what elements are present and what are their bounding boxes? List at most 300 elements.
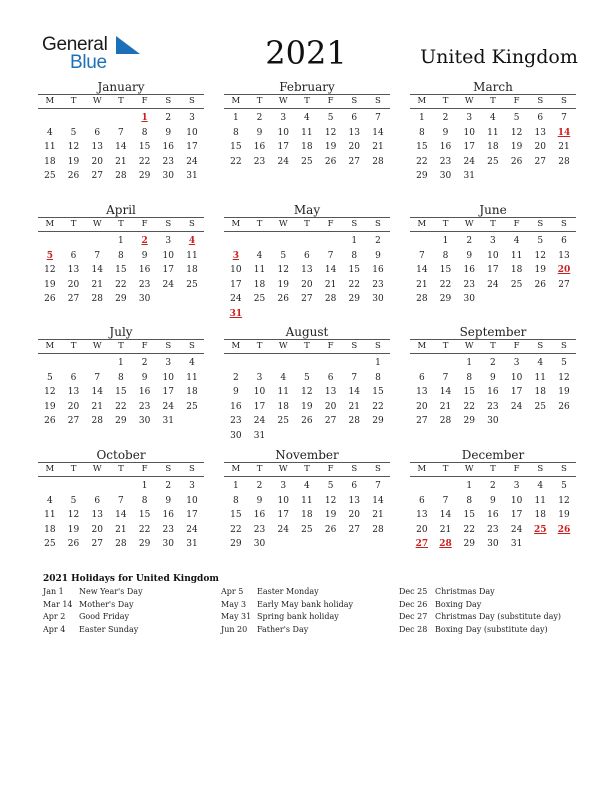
day-cell: 4 [537, 481, 544, 491]
holiday-name: Easter Monday [257, 587, 319, 596]
day-cell: 7 [351, 372, 358, 383]
weekday-label: W [464, 464, 474, 474]
weekday-label: S [537, 96, 544, 106]
empty-day [434, 479, 458, 494]
day-cell: 8 [351, 250, 358, 261]
day-cell: 11 [534, 495, 546, 506]
day-cell: 10 [162, 250, 174, 261]
day-cell: 22 [230, 156, 242, 167]
week-row [224, 292, 390, 307]
day-cell: 14 [91, 265, 103, 276]
day-cell: 13 [416, 387, 428, 398]
weekday-label: W [278, 464, 288, 474]
weekday-header [224, 217, 390, 232]
calendar-country: United Kingdom [420, 46, 578, 68]
day-cell: 11 [301, 495, 313, 506]
day-cell: 6 [327, 372, 334, 383]
weekday-label: S [561, 464, 567, 474]
day-cell: 26 [67, 171, 80, 182]
day-cell: 29 [416, 171, 428, 182]
week-row [410, 414, 576, 429]
week-row [410, 494, 576, 509]
day-cell: 3 [513, 358, 520, 368]
day-cell: 7 [418, 250, 425, 261]
day-cell: 16 [253, 510, 266, 521]
day-cell: 3 [189, 481, 195, 491]
day-cell: 5 [513, 113, 520, 123]
day-cell: 11 [487, 127, 499, 138]
week-row [410, 234, 576, 249]
day-cell: 29 [115, 294, 127, 305]
week-row [38, 169, 204, 184]
day-cell: 1 [232, 113, 239, 123]
empty-day [62, 111, 86, 126]
day-cell: 12 [534, 250, 546, 261]
day-cell: 30 [487, 416, 499, 427]
day-cell: 20 [301, 279, 313, 290]
holiday-item [221, 599, 399, 612]
day-cell: 28 [372, 524, 384, 535]
month-august [224, 325, 390, 444]
brand-logo [42, 34, 142, 78]
week-row [224, 126, 390, 141]
weekday-label: S [189, 464, 195, 474]
month-title: July [109, 325, 133, 339]
weekday-header [224, 339, 390, 354]
day-cell: 22 [439, 279, 452, 290]
day-cell: 13 [416, 510, 428, 521]
day-cell: 26 [510, 156, 523, 167]
day-cell: 5 [70, 495, 77, 506]
day-cell: 13 [301, 265, 313, 276]
week-row [410, 155, 576, 170]
weekday-label: F [141, 464, 148, 474]
day-cell: 18 [301, 142, 313, 153]
week-row [224, 278, 390, 293]
empty-day [271, 429, 295, 444]
day-cell: 24 [162, 401, 174, 412]
day-cell: 30 [162, 171, 174, 182]
day-cell: 25 [186, 279, 198, 290]
holiday-day: 3 [232, 250, 239, 261]
month-title: December [461, 448, 525, 462]
day-cell: 7 [442, 495, 449, 506]
day-cell: 15 [138, 510, 151, 521]
holiday-item [221, 611, 399, 624]
month-november [224, 448, 390, 552]
day-cell: 12 [44, 387, 56, 398]
empty-day [271, 307, 295, 322]
weekday-label: T [70, 96, 77, 106]
weekday-label: M [45, 341, 55, 351]
week-row [38, 155, 204, 170]
weekday-label: W [92, 464, 102, 474]
holiday-day: 27 [415, 539, 429, 550]
empty-day [342, 537, 366, 552]
empty-day [295, 307, 319, 322]
week-row [224, 356, 390, 371]
day-cell: 11 [186, 250, 198, 261]
day-cell: 14 [115, 142, 127, 153]
day-cell: 27 [348, 156, 360, 167]
day-cell: 8 [232, 127, 239, 138]
day-cell: 29 [230, 539, 242, 550]
day-cell: 2 [232, 372, 239, 383]
empty-day [552, 537, 576, 552]
day-cell: 27 [348, 524, 360, 535]
day-cell: 16 [372, 265, 384, 276]
weekday-label: W [92, 219, 102, 229]
weekday-header [38, 462, 204, 477]
holiday-day: 25 [534, 524, 547, 535]
empty-day [295, 234, 319, 249]
day-cell: 6 [94, 495, 101, 506]
empty-day [552, 169, 576, 184]
day-cell: 27 [91, 171, 103, 182]
day-cell: 28 [115, 171, 127, 182]
week-row [38, 494, 204, 509]
day-cell: 21 [324, 279, 337, 290]
day-cell: 19 [558, 387, 570, 398]
weekday-label: F [141, 341, 148, 351]
holiday-date: Apr 5 [221, 587, 244, 596]
week-row [38, 523, 204, 538]
day-cell: 2 [490, 358, 496, 368]
holiday-name: Early May bank holiday [257, 599, 354, 609]
day-cell: 24 [463, 156, 475, 167]
day-cell: 3 [466, 113, 473, 123]
day-cell: 13 [558, 250, 570, 261]
day-cell: 13 [348, 127, 360, 138]
day-cell: 5 [537, 236, 544, 246]
day-cell: 11 [534, 372, 546, 383]
logo-triangle-icon [114, 36, 140, 56]
day-cell: 9 [141, 372, 148, 383]
day-cell: 12 [324, 495, 337, 506]
holiday-day: 5 [46, 250, 53, 261]
weekday-label: T [256, 341, 263, 351]
day-cell: 12 [558, 372, 570, 383]
weekday-label: S [561, 96, 567, 106]
day-cell: 1 [351, 236, 358, 246]
weekday-label: T [70, 219, 77, 229]
empty-day [271, 537, 295, 552]
day-cell: 14 [348, 387, 360, 398]
day-cell: 7 [327, 250, 334, 261]
day-cell: 15 [115, 265, 127, 276]
day-cell: 16 [439, 142, 452, 153]
day-cell: 6 [418, 372, 425, 383]
holiday-name: Christmas Day (substitute day) [435, 612, 561, 621]
day-cell: 19 [301, 401, 313, 412]
day-cell: 7 [118, 495, 124, 506]
day-cell: 24 [186, 156, 198, 167]
day-cell: 29 [348, 294, 360, 305]
empty-day [528, 537, 552, 552]
empty-day [410, 356, 434, 371]
day-cell: 14 [324, 265, 337, 276]
week-row [224, 508, 390, 523]
weekday-label: M [45, 96, 55, 106]
holiday-day: 14 [557, 127, 571, 138]
weekday-label: S [189, 96, 195, 106]
day-cell: 1 [418, 113, 425, 123]
day-cell: 24 [510, 524, 523, 535]
weekday-label: M [45, 464, 55, 474]
empty-day [38, 111, 62, 126]
holiday-list-title: 2021 Holidays for United Kingdom [43, 574, 219, 584]
day-cell: 29 [115, 416, 127, 427]
weekday-label: F [327, 219, 334, 229]
day-cell: 19 [277, 279, 289, 290]
day-cell: 7 [94, 250, 101, 261]
holiday-day: 31 [229, 308, 243, 319]
day-cell: 9 [466, 250, 473, 261]
weekday-label: F [513, 341, 520, 351]
weekday-label: T [304, 341, 310, 351]
day-cell: 20 [91, 156, 103, 167]
day-cell: 16 [138, 387, 151, 398]
month-september [410, 325, 576, 429]
day-cell: 17 [230, 279, 242, 290]
day-cell: 8 [118, 372, 124, 383]
day-cell: 9 [256, 495, 263, 506]
weekday-label: T [304, 96, 310, 106]
day-cell: 13 [67, 265, 80, 276]
weekday-label: T [442, 219, 449, 229]
day-cell: 30 [230, 430, 242, 441]
day-cell: 26 [301, 416, 313, 427]
day-cell: 20 [67, 401, 80, 412]
weekday-label: S [165, 464, 172, 474]
weekday-label: T [118, 464, 124, 474]
day-cell: 8 [141, 127, 148, 138]
empty-day [224, 234, 248, 249]
weekday-header [410, 339, 576, 354]
month-title: January [97, 80, 145, 94]
day-cell: 14 [372, 127, 384, 138]
week-row [224, 414, 390, 429]
day-cell: 24 [162, 279, 174, 290]
day-cell: 28 [324, 294, 337, 305]
day-cell: 6 [70, 372, 77, 383]
holiday-name: Mother's Day [79, 599, 134, 609]
empty-day [271, 356, 295, 371]
day-cell: 26 [44, 416, 56, 427]
day-cell: 9 [490, 495, 496, 506]
day-cell: 25 [44, 539, 56, 550]
day-cell: 16 [463, 265, 475, 276]
day-cell: 24 [230, 294, 242, 305]
day-cell: 8 [141, 495, 148, 506]
day-cell: 3 [189, 113, 195, 123]
day-cell: 4 [304, 481, 310, 491]
week-row [38, 126, 204, 141]
week-row [224, 249, 390, 264]
day-cell: 2 [490, 481, 496, 491]
day-cell: 17 [162, 387, 174, 398]
empty-day [295, 429, 319, 444]
day-cell: 23 [463, 279, 475, 290]
holiday-day: 1 [141, 113, 148, 123]
day-cell: 8 [375, 372, 381, 383]
day-cell: 4 [537, 358, 544, 368]
holiday-date: Jan 1 [43, 587, 64, 596]
day-cell: 14 [372, 495, 384, 506]
weekday-label: S [351, 464, 358, 474]
holiday-name: Christmas Day [435, 587, 495, 596]
week-row [410, 169, 576, 184]
day-cell: 27 [416, 416, 428, 427]
day-cell: 17 [510, 387, 523, 398]
day-cell: 5 [70, 127, 77, 138]
empty-day [271, 234, 295, 249]
day-cell: 29 [372, 416, 384, 427]
day-cell: 4 [46, 495, 53, 506]
holiday-name: Spring bank holiday [257, 612, 339, 621]
week-row [224, 307, 390, 322]
day-cell: 5 [327, 113, 334, 123]
empty-day [342, 307, 366, 322]
holiday-item [221, 624, 399, 637]
empty-day [505, 414, 529, 429]
empty-day [528, 292, 552, 307]
day-cell: 14 [439, 510, 452, 521]
day-cell: 17 [253, 401, 266, 412]
day-cell: 14 [115, 510, 127, 521]
empty-day [481, 292, 505, 307]
month-december [410, 448, 576, 552]
weekday-label: S [537, 219, 544, 229]
holiday-date: Dec 28 [399, 624, 428, 634]
day-cell: 12 [510, 127, 523, 138]
month-february [224, 80, 390, 169]
week-row [224, 537, 390, 552]
holiday-name: Boxing Day [435, 599, 482, 609]
weekday-label: M [417, 464, 427, 474]
holiday-day: 20 [557, 265, 571, 276]
day-cell: 3 [256, 372, 263, 383]
day-cell: 31 [463, 171, 475, 182]
day-cell: 1 [375, 358, 381, 368]
day-cell: 9 [165, 495, 172, 506]
day-cell: 27 [301, 294, 313, 305]
month-title: June [479, 203, 507, 217]
day-cell: 12 [324, 127, 337, 138]
day-cell: 16 [138, 265, 151, 276]
holiday-item [399, 599, 577, 612]
weekday-label: T [118, 341, 124, 351]
day-cell: 10 [230, 265, 242, 276]
day-cell: 20 [416, 401, 428, 412]
day-cell: 16 [487, 387, 499, 398]
day-cell: 8 [118, 250, 124, 261]
holiday-day: 2 [141, 236, 148, 246]
day-cell: 26 [558, 401, 570, 412]
week-row [38, 479, 204, 494]
day-cell: 29 [138, 171, 151, 182]
day-cell: 17 [487, 265, 499, 276]
day-cell: 5 [280, 250, 287, 261]
holiday-day: 4 [188, 236, 196, 246]
weekday-label: M [231, 464, 241, 474]
empty-day [85, 479, 109, 494]
month-title: September [459, 325, 527, 339]
day-cell: 18 [44, 156, 56, 167]
day-cell: 2 [375, 236, 381, 246]
day-cell: 23 [162, 524, 174, 535]
calendar-year: 2021 [265, 34, 347, 72]
day-cell: 2 [466, 236, 473, 246]
week-row [224, 494, 390, 509]
day-cell: 17 [186, 142, 198, 153]
week-row [38, 356, 204, 371]
holiday-name: Boxing Day (substitute day) [435, 624, 548, 634]
weekday-label: S [165, 96, 172, 106]
week-row [38, 140, 204, 155]
weekday-label: S [537, 341, 544, 351]
day-cell: 22 [416, 156, 428, 167]
week-row [224, 479, 390, 494]
month-title: March [473, 80, 513, 94]
day-cell: 18 [253, 279, 266, 290]
weekday-label: S [537, 464, 544, 474]
day-cell: 31 [186, 171, 198, 182]
day-cell: 12 [277, 265, 289, 276]
week-row [410, 249, 576, 264]
day-cell: 14 [416, 265, 428, 276]
day-cell: 11 [277, 387, 289, 398]
day-cell: 1 [442, 236, 449, 246]
week-row [224, 155, 390, 170]
weekday-label: F [327, 96, 334, 106]
day-cell: 25 [253, 294, 266, 305]
empty-day [410, 234, 434, 249]
empty-day [552, 292, 576, 307]
day-cell: 27 [534, 156, 546, 167]
week-row [224, 111, 390, 126]
empty-day [248, 356, 272, 371]
day-cell: 10 [510, 372, 523, 383]
day-cell: 4 [513, 236, 520, 246]
empty-day [434, 356, 458, 371]
day-cell: 1 [466, 358, 473, 368]
day-cell: 24 [277, 524, 289, 535]
weekday-label: T [118, 219, 124, 229]
empty-day [248, 307, 272, 322]
week-row [38, 292, 204, 307]
day-cell: 2 [141, 358, 148, 368]
day-cell: 16 [162, 142, 174, 153]
day-cell: 29 [138, 539, 151, 550]
holiday-date: Dec 25 [399, 587, 428, 596]
week-row [224, 371, 390, 386]
day-cell: 15 [138, 142, 151, 153]
week-row [38, 111, 204, 126]
month-title: August [285, 325, 329, 339]
empty-day [319, 356, 343, 371]
day-cell: 2 [165, 113, 172, 123]
holiday-columns [43, 586, 583, 636]
day-cell: 7 [118, 127, 124, 138]
weekday-label: M [231, 341, 241, 351]
weekday-label: S [375, 96, 381, 106]
day-cell: 14 [439, 387, 452, 398]
week-row [410, 385, 576, 400]
day-cell: 10 [186, 495, 198, 506]
week-row [410, 400, 576, 415]
day-cell: 28 [91, 416, 103, 427]
